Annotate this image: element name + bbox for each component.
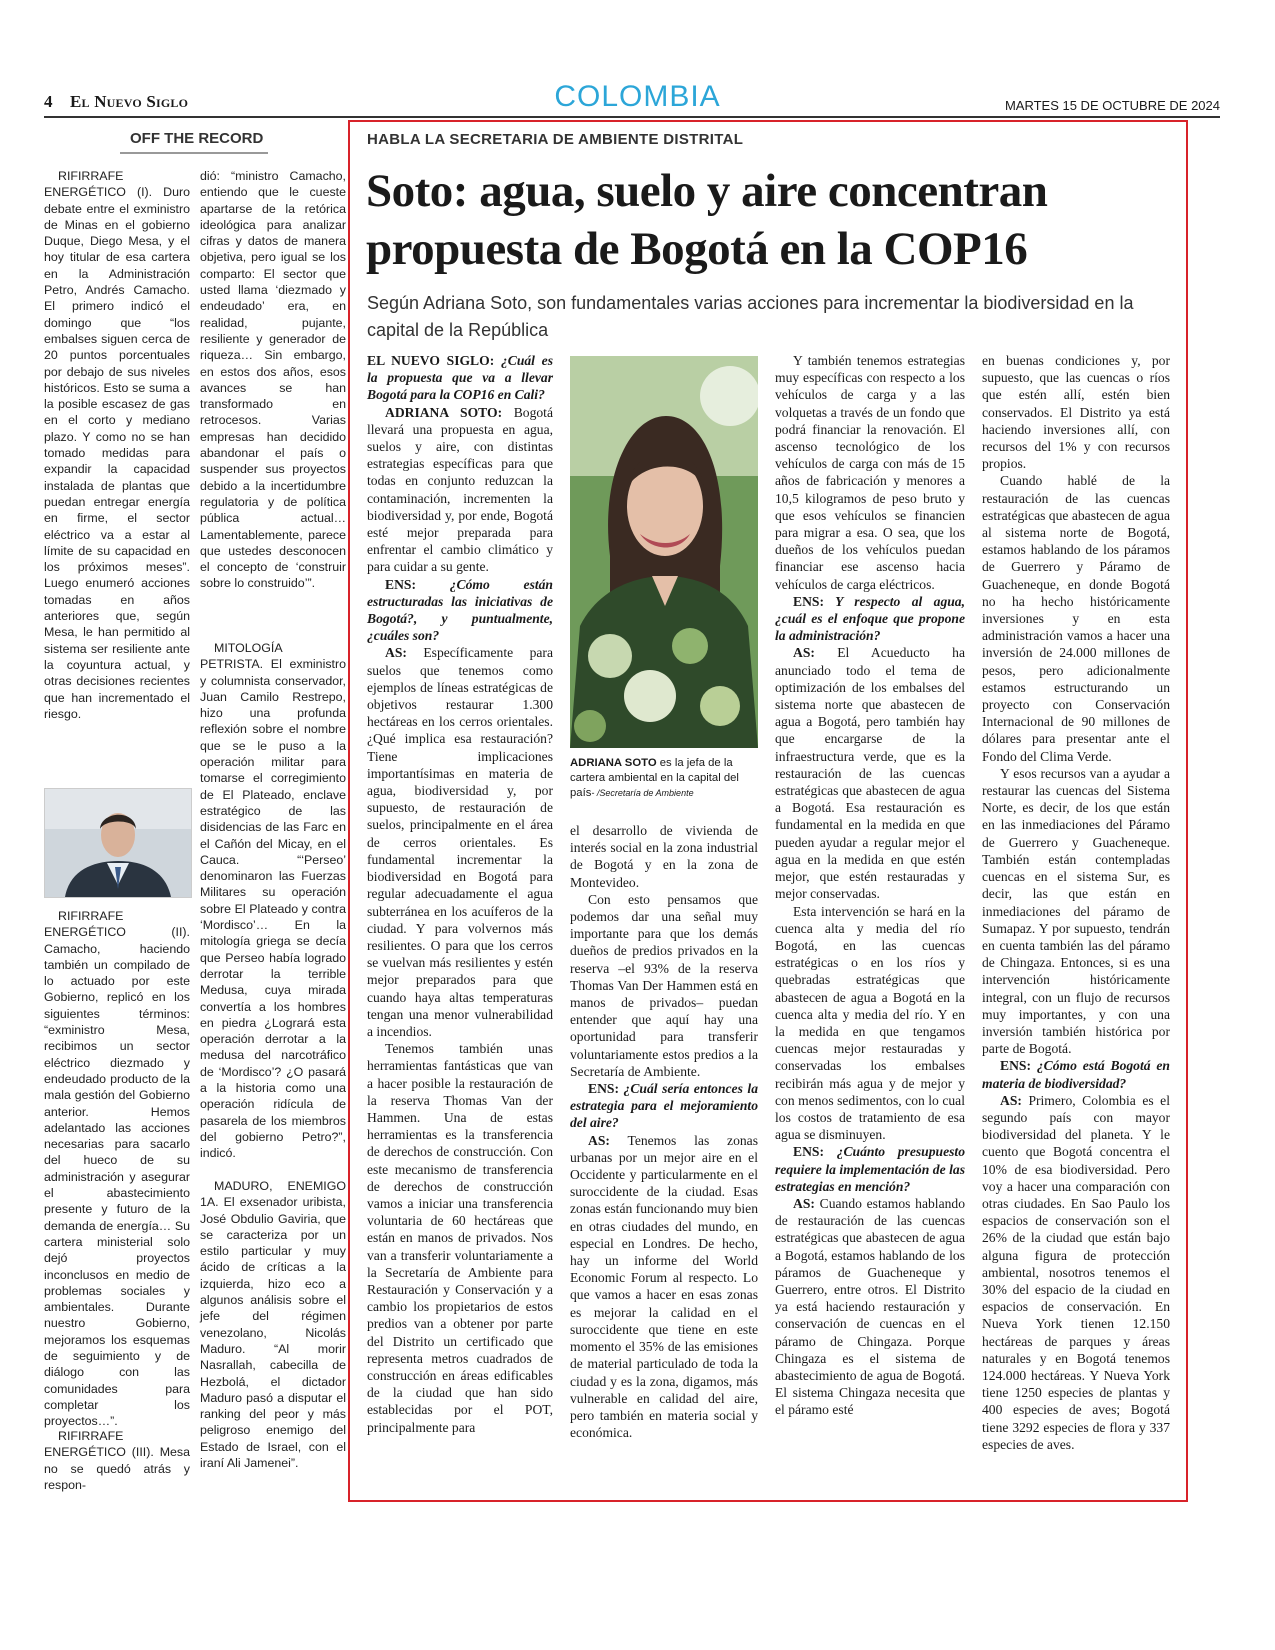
- answer-label: AS:: [793, 645, 815, 661]
- article-kicker: HABLA LA SECRETARIA DE AMBIENTE DISTRITAL: [367, 131, 744, 148]
- answer-label: AS:: [588, 1132, 610, 1148]
- sidebar-paragraph: RIFIRRAFE ENERGÉTICO (II). Camacho, haciendo también un compilado de lo actuado por este Gobierno, replicó en los siguientes términos: “exministro Mesa, recibimos un sector eléctrico diezmado y endeudado producto de la mala gestión del Gobierno anterior. Hemos adelantado las acciones necesarias para sacarlo del hueco de su administración y asegurar el abastecimiento presente y futuro de la demanda de energía… Su cartera ministerial solo dejó proyectos inconclusos en medio de problemas sociales y ambientales. Durante nuestro Gobierno, mejoramos los esquemas de seguimiento y de diálogo con las comunidades para completar los proyectos…”.: [44, 909, 190, 1429]
- caption-name: ADRIANA SOTO: [570, 757, 657, 769]
- page-number: 4: [44, 92, 53, 111]
- article-subhead: Según Adriana Soto, son fundamentales varias acciones para incrementar la biodiversidad en la capital de la República: [367, 293, 1134, 340]
- caption-text: es la jefa de la cartera ambiental en la capital del país: [570, 757, 739, 799]
- answer-text: Específicamente para suelos que tenemos como ejemplos de líneas estratégicas de objetivos restaurar 1.300 hectáreas en los cerros orientales. ¿Qué implica esa restauración? Tiene implicaciones importantísimas en materia de agua, biodiversidad y, por supuesto, de restauración de suelos, principalmente en el área de cerros orientales. Es fundamental incrementar la biodiversidad en Bogotá para regular adecuadamente el agua subterránea en los acuíferos de la ciudad. Y para volvernos más resilientes. O para que los cerros se vuelvan más resilientes y estén mejor preparados para que cuando haya altas temperaturas tengan una menor vulnerabilidad a incendios.: [367, 645, 553, 1039]
- sidebar-title: OFF THE RECORD: [130, 130, 264, 147]
- answer-label: AS:: [1000, 1092, 1022, 1108]
- answer-text: Bogotá llevará una propuesta en agua, suelos y aire, con distintas estrategias específicas para que todas en conjunto reduzcan la contaminación, incrementen la biodiversidad y, por ende, Bogotá esté mejor preparada para enfrentar el cambio climático y para cuidar a su gente.: [367, 404, 553, 575]
- sidebar-column-1a: [44, 168, 190, 722]
- masthead-logo: El Nuevo Siglo: [70, 92, 189, 111]
- header-rule: [44, 116, 1220, 118]
- question-label: ENS:: [385, 576, 416, 592]
- article-column-1: [367, 352, 553, 1436]
- article-headline: Soto: agua, suelo y aire concentran propuesta de Bogotá en la COP16: [366, 165, 1048, 275]
- article-paragraph: Cuando hablé de la restauración de las cuencas estratégicas que abastecen de agua al sistema norte de Bogotá, estamos hablando de los páramos de Guerrero y Páramo de Guacheneque, en donde Bogotá no ha hecho históricamente inversiones y en esta administración vamos a hacer una inversión de 24.000 millones de pesos, pero adicionalmente estamos estructurando un proyecto con Conservación Internacional de 90 millones de dólares para presentar ante el Fondo del Clima Verde.: [982, 473, 1170, 764]
- sidebar-column-2c: [200, 1178, 346, 1471]
- answer-text: Tenemos las zonas urbanas por un mejor aire en el Occidente y particularmente en el suroccidente de la ciudad. Esas zonas están funcionando muy bien en otras ciudades del mundo, en especial en Londres. De hecho, hay un informe del World Economic Forum al respecto. Lo que vamos a hacer en esas zonas es mejorar la calidad en el suroccidente que tiene en este momento el 35% de las emisiones de material particulado de toda la ciudad y es la zona, digamos, más vulnerable en calidad del aire, pero también en materia social y económica.: [570, 1132, 758, 1441]
- photo-caption: [570, 756, 758, 801]
- sidebar-paragraph: dió: “ministro Camacho, entiendo que le cueste apartarse de la retórica ideológica para analizar cifras y datos de manera objetiva, pero igual se los comparto: El sector que usted llama ‘diezmado y endeudado’ era, en realidad, pujante, resiliente y generador de riqueza… Sin embargo, en estos dos años, esos avances se han transformado en retrocesos. Varias empresas han decidido abandonar el país o suspender sus proyectos debido a la incertidumbre regulatoria y de política pública actual… Lamentablemente, parece que ustedes desconocen el concepto de ‘construir sobre lo construido’”.: [200, 169, 346, 591]
- answer-text: Primero, Colombia es el segundo país con mayor biodiversidad del planeta. Y le cuento que Bogotá concentra el 10% de esa biodiversidad. Pero voy a hacer una comparación con otras ciudades. En Sao Paulo los espacios de conservación son el 26% de la ciudad que están bajo alguna figura de protección ambiental, nosotros tenemos el 30% del espacio de la ciudad en espacios de conservación. En Nueva York tienen 12.150 hectáreas de parques y áreas naturales y en Bogotá tenemos 124.000 hectáreas. Y Nueva York tiene 1250 especies de plantas y 400 especies de aves; Bogotá tiene 3292 especies de flora y 337 especies de aves.: [982, 1092, 1170, 1452]
- question-label: ENS:: [588, 1081, 619, 1097]
- question-label: ENS:: [793, 1144, 824, 1160]
- question-text: ¿Cuánto presupuesto requiere la implementación de las estrategias en mención?: [775, 1144, 965, 1194]
- sidebar-paragraph: MADURO, ENEMIGO 1A. El exsenador uribista, José Obdulio Gaviria, que se caracteriza por un estilo particular y muy ácido de críticas a la izquierda, hizo eco a algunos análisis sobre el jefe del régimen venezolano, Nicolás Maduro. “Al morir Nasrallah, cabecilla de Hezbolá, el dictador Maduro pasó a disputar el ranking del peor y más peligroso enemigo del Estado de Israel, con el iraní Ali Jamenei”.: [200, 1179, 346, 1471]
- sidebar-column-1c: [44, 1428, 190, 1493]
- article-paragraph: Tenemos también unas herramientas fantásticas que van a hacer posible la restauración de la reserva Thomas Van der Hammen. Una de estas herramientas es la transferencia de derechos de construcción. Con este mecanismo de transferencia de derechos de construcción vamos a iniciar una transferencia voluntaria de 60 hectáreas que están en manos de privados. Nos van a transferir voluntariamente a la Secretaría de Ambiente para Restauración y Conservación y a cambio los propietarios de estos predios van a obtener por parte del Distrito un certificado que representa metros cuadrados de construcción en áreas edificables de la ciudad que han sido establecidas por el POT, principalmente para: [367, 1041, 553, 1435]
- sidebar-title-rule: [120, 152, 268, 154]
- sidebar-column-2a: [200, 168, 346, 592]
- sidebar-photo: [44, 788, 192, 898]
- article-paragraph: Y esos recursos van a ayudar a restaurar las cuencas del Sistema Norte, es decir, de los que están en las inmediaciones del Páramo de Guerrero y Guacheneque. También están contempladas cuencas en el sistema Sur, es decir, las que están en inmediaciones del páramo de Sumapaz. Y por supuesto, tendrán en cuenta también las del páramo de Chingaza. Entonces, si es una intervención históricamente integral, con un flujo de recursos muy importantes, y con una inversión también histórica por parte de Bogotá.: [982, 765, 1170, 1057]
- answer-label: ADRIANA SOTO:: [385, 404, 503, 420]
- question-text: ¿Cuál es la propuesta que va a llevar Bogotá para la COP16 en Cali?: [367, 353, 553, 403]
- sidebar-column-2b: [200, 640, 346, 1162]
- question-label: EL NUEVO SIGLO:: [367, 353, 495, 368]
- article-paragraph: Esta intervención se hará en la cuenca alta y media del río Bogotá, en las cuencas estratégicas o en los ríos y quebradas estratégicas que abastecen de agua a Bogotá en la cuenca alta y media del río. Y en la medida en que tengamos cuencas mejor restauradas y conservadas los embalses recibirán más agua y de mejor y con menos sedimentos, con lo cual los costos de tratamiento de esa agua se disminuyen.: [775, 903, 965, 1143]
- portrait-woman-image: [570, 356, 758, 748]
- answer-label: AS:: [793, 1195, 815, 1211]
- sidebar-column-1b: [44, 908, 190, 1430]
- article-paragraph: Con esto pensamos que podemos dar una señal muy importante para que los demás dueños de predios privados en la reserva –el 93% de la reserva Thomas Van Der Hammen está en manos de privados– puedan entender que aquí hay una oportunidad para transferir voluntariamente estos predios a la Secretaría de Ambiente.: [570, 891, 758, 1079]
- article-paragraph: Y también tenemos estrategias muy específicas con respecto a los vehículos de carga y a las volquetas a través de un fondo que podrá financiar la renovación. El ascenso tecnológico de los vehículos de carga con más de 15 años de fabricación y menores a 10,5 kilogramos de peso bruto y que esos vehículos se financien para migrar a esa. O sea, que los dueños de los vehículos puedan financiar ese ascenso hacia vehículos de carga eléctricos.: [775, 353, 965, 592]
- sidebar-paragraph: RIFIRRAFE ENERGÉTICO (I). Duro debate entre el exministro de Minas en el gobierno Duque, Diego Mesa, y el hoy titular de esa cartera en la Administración Petro, Andrés Camacho. El primero indicó el domingo que “los embalses siguen cerca de 20 puntos porcentuales por debajo de sus niveles históricos. Esto se suma a la posible escasez de gas en el corto y mediano plazo. Y como no se han tomado medidas para expandir la capacidad instalada de plantas que puedan entregar energía en firme, el sector eléctrico va a estar al límite de su capacidad en los próximos meses”. Luego enumeró acciones tomadas en años anteriores que, según Mesa, le han permitido al sistema ser resiliente ante la coyuntura actual, y otras decisiones recientes que han incrementado el riesgo.: [44, 169, 190, 721]
- article-column-4: [982, 352, 1170, 1453]
- question-label: ENS:: [1000, 1058, 1031, 1074]
- answer-text: Cuando estamos hablando de restauración de las cuencas estratégicas que abastecen de agua a Bogotá, estamos hablando de los páramos de Guacheneque y Guerrero, entre otros. El Distrito ya está haciendo restauración y conservación de cuencas en el páramo de Chingaza. Porque Chingaza es el sistema de abastecimiento de agua de Bogotá. El sistema Chingaza necesita que el páramo esté: [775, 1195, 965, 1418]
- sidebar-paragraph: MITOLOGÍA PETRISTA. El exministro y columnista conservador, Juan Camilo Restrepo, hizo una profunda reflexión sobre el nombre que se le puso a la operación militar para tomarse el corregimiento de El Plateado, enclave estratégico de las disidencias de las Farc en el Cañón del Micay, en el Cauca. “‘Perseo’ denominaron las Fuerzas Militares su operación sobre El Plateado y contra ‘Mordisco’… En la mitología griega se decía que Perseo había logrado derrotar la terrible Medusa, cuya mirada convertía a los hombres en piedra ¿Logrará esta operación derrotar a la medusa del narcotráfico de ‘Mordisco’? ¿O pasará a la historia como una operación ridícula de pasarela de los miembros del gobierno Petro?”, indicó.: [200, 641, 346, 1161]
- caption-credit: - /Secretaría de Ambiente: [591, 788, 694, 798]
- question-label: ENS:: [793, 593, 824, 609]
- question-text: ¿Cuál sería entonces la estrategia para el mejoramiento del aire?: [570, 1081, 758, 1131]
- article-column-3: [775, 352, 965, 1419]
- issue-date: MARTES 15 DE OCTUBRE DE 2024: [1004, 98, 1220, 113]
- question-text: ¿Cómo están estructuradas las iniciativas de Bogotá?, y puntualmente, ¿cuáles son?: [367, 576, 553, 644]
- article-column-2: [570, 822, 758, 1441]
- article-photo: [570, 356, 758, 748]
- question-text: ¿Cómo está Bogotá en materia de biodiversidad?: [982, 1058, 1170, 1091]
- question-text: Y respecto al agua, ¿cuál es el enfoque que propone la administración?: [775, 593, 965, 644]
- sidebar-paragraph: RIFIRRAFE ENERGÉTICO (III). Mesa no se quedó atrás y respon-: [44, 1429, 190, 1492]
- answer-text: El Acueducto ha anunciado todo el tema de optimización de los embalses del sistema norte que abastecen de agua a Bogotá, pero también hay que encargarse de la infraestructura verde, que es la restauración de las cuencas estratégicas que abastecen de agua a Bogotá. Esa restauración es fundamental en la medida en que pueden ayudar a regular mejor el agua en la medida en que estén mejor, que estén restauradas y mejor conservadas.: [775, 645, 965, 902]
- section-title: COLOMBIA: [554, 80, 721, 113]
- article-paragraph: el desarrollo de vivienda de interés social en la zona industrial de Bogotá y en la zona de Montevideo.: [570, 823, 758, 890]
- portrait-man-image: [45, 789, 191, 897]
- answer-label: AS:: [385, 645, 407, 661]
- article-paragraph: en buenas condiciones y, por supuesto, que las cuencas o ríos que estén allí, estén bien conservados. El Distrito ya está haciendo inversiones allí, con recursos del 1% y con recursos propios.: [982, 353, 1170, 472]
